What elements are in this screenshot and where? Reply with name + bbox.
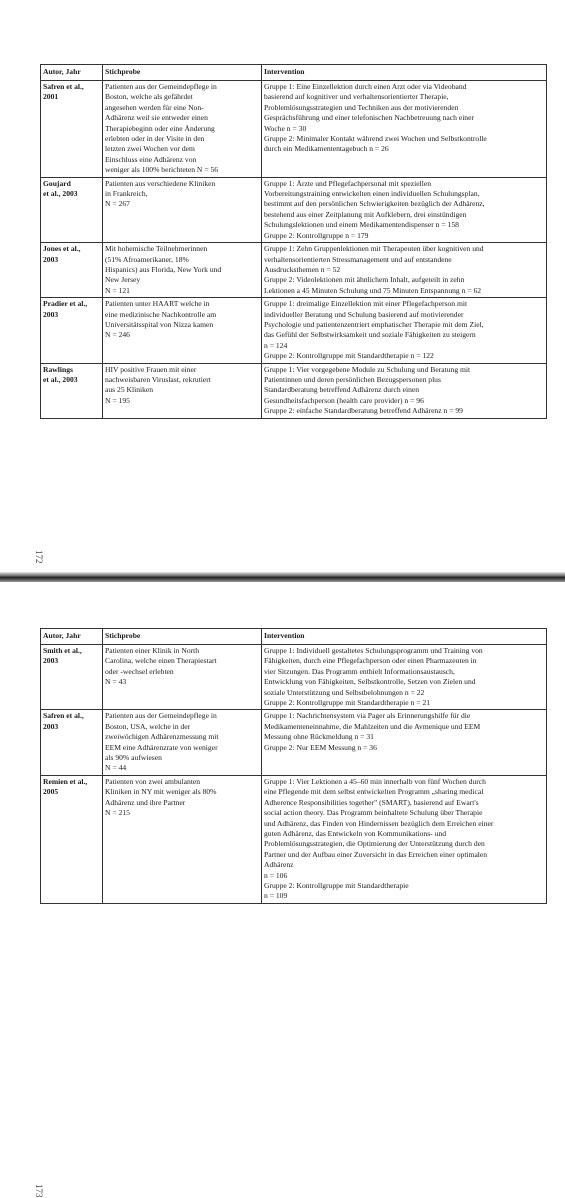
author-cell-line: 2005 xyxy=(43,787,59,797)
intervention-cell-line: individueller Beratung und Schulung basierend auf motivierender xyxy=(264,309,464,319)
intervention-cell-line: Lektionen a 45 Minuten Schulung und 75 Minuten Entspannung n = 62 xyxy=(264,285,482,295)
sample-cell-line: erlebten oder in der Visite in den xyxy=(105,134,205,144)
intervention-cell-line: Problemlösungsstrategien und Techniken aus der motivierenden xyxy=(264,102,459,112)
sample-cell-line: Patienten einer Klinik in North xyxy=(105,646,200,655)
author-cell-line: Goujard xyxy=(43,178,71,188)
page-number-bottom: 173 xyxy=(34,1184,44,1198)
intervention-cell-line: basierend auf kognitiver und verhaltensorientierter Therapie, xyxy=(264,92,449,102)
intervention-cell-line: Messung ohne Rückmeldung n = 31 xyxy=(264,732,374,742)
intervention-cell xyxy=(262,363,547,418)
sample-cell-line: Adhärenz weil sie entweder einen xyxy=(105,113,208,123)
intervention-cell-line: Psychologie und patientenzentriert emphatischer Therapie mit dem Ziel, xyxy=(264,319,484,329)
sample-cell-line: Hispanics) aus Florida, New York und xyxy=(105,264,222,274)
intervention-cell-line: Partner und der Aufbau einer Zuversicht in das Erreichen einer optimalen xyxy=(264,849,488,859)
intervention-cell-line: soziale Unterstützung und Selbstbelohnungen n = 22 xyxy=(264,687,425,697)
author-cell-line: Safren et al., xyxy=(43,711,84,721)
intervention-cell-line: social action theory. Das Programm beinhaltete Schulung über Therapie xyxy=(264,808,483,818)
sample-cell xyxy=(103,710,262,775)
author-cell-line: Jones et al., xyxy=(43,244,81,254)
sample-cell-line: N = 44 xyxy=(105,763,127,773)
document-page-bottom xyxy=(0,590,565,1198)
sample-cell-line: N = 246 xyxy=(105,330,130,340)
author-cell xyxy=(41,710,103,775)
sample-cell xyxy=(103,81,262,178)
sample-cell-line: (51% Afroamerikaner, 18% xyxy=(105,254,189,264)
intervention-cell-line: Gruppe 1: Nachrichtensystem via Pager als Erinnerungshilfe für die xyxy=(264,711,471,721)
intervention-cell-line: bestimmt auf den persönlichen Schwierigkeiten bezüglich der Adhärenz, xyxy=(264,199,485,209)
sample-cell-line: Boston, USA, welche in der xyxy=(105,721,191,731)
intervention-cell-line: Gruppe 2: Kontrollgruppe mit Standardtherapie n = 21 xyxy=(264,698,431,708)
intervention-cell-line: n = 124 xyxy=(264,340,288,350)
intervention-cell-line: Gruppe 1: Vier vorgegebene Module zu Schulung und Beratung mit xyxy=(264,364,471,374)
sample-cell-line: in Frankreich, xyxy=(105,189,148,199)
sample-cell-line: N = 195 xyxy=(105,395,130,405)
sample-cell xyxy=(103,645,262,710)
intervention-cell-line: Gruppe 2: Minimaler Kontakt während zwei Wochen und Selbstkontrolle xyxy=(264,134,487,144)
author-cell-line: 2003 xyxy=(43,656,59,666)
sample-cell xyxy=(103,363,262,418)
author-cell xyxy=(41,177,103,242)
sample-cell-line: eine medizinische Nachkontrolle am xyxy=(105,309,217,319)
author-cell-line: 2001 xyxy=(43,92,59,102)
sample-cell-line: zweiwöchigen Adhärenzmessung mit xyxy=(105,732,219,742)
table-row xyxy=(41,81,547,178)
sample-cell-line: Mit hohemische Teilnehmerinnen xyxy=(105,244,208,254)
table-body-bottom xyxy=(41,645,547,904)
sample-cell-line: aus 25 Kliniken xyxy=(105,385,154,395)
intervention-cell-line: vier Sitzungen. Das Programm enthielt Informationsaustausch, xyxy=(264,666,455,676)
intervention-cell-line: Gruppe 2: Nur EEM Messung n = 36 xyxy=(264,742,377,752)
intervention-cell-line: Gruppe 2: Kontrollgruppe mit Standardtherapie xyxy=(264,880,409,890)
intervention-cell-line: Gruppe 1: dreimalige Einzellektion mit einer Pflegefachperson mit xyxy=(264,299,468,309)
intervention-cell xyxy=(262,645,547,710)
author-cell-line: Remien et al., xyxy=(43,776,88,786)
sample-cell-line: Patienten unter HAART welche in xyxy=(105,299,210,309)
author-cell-line: et al., 2003 xyxy=(43,189,78,199)
table-row xyxy=(41,243,547,298)
intervention-cell-line: Gruppe 2: einfache Standardberatung betreffend Adhärenz n = 99 xyxy=(264,406,463,416)
page-number-top: 172 xyxy=(34,550,44,564)
sample-cell-line: N = 43 xyxy=(105,677,127,687)
table-body-top xyxy=(41,81,547,419)
author-cell xyxy=(41,298,103,363)
intervention-cell-line: verhaltensorientierten Stressmanagement und auf entstandene xyxy=(264,254,452,264)
sample-cell xyxy=(103,243,262,298)
intervention-cell xyxy=(262,710,547,775)
intervention-cell xyxy=(262,775,547,903)
sample-cell-line: letzten zwei Wochen vor dem xyxy=(105,144,195,154)
sample-cell-line: Universitätsspital von Nizza kamen xyxy=(105,319,214,329)
author-cell-line: Rawlings xyxy=(43,364,73,374)
header-author-year: Autor, Jahr xyxy=(41,65,103,81)
header-sample: Stichprobe xyxy=(103,629,262,645)
sample-cell-line: HIV positive Frauen mit einer xyxy=(105,364,197,374)
sample-cell-line: Carolina, welche einen Therapiestart xyxy=(105,656,217,666)
sample-cell-line: N = 267 xyxy=(105,199,130,209)
intervention-cell-line: Gesundheitsfachperson (health care provider) n = 96 xyxy=(264,395,424,405)
intervention-cell-line: Standardberatung betreffend Adhärenz durch einen xyxy=(264,385,420,395)
author-cell xyxy=(41,81,103,178)
intervention-cell xyxy=(262,298,547,363)
header-intervention: Intervention xyxy=(262,629,547,645)
sample-cell-line: New Jersey xyxy=(105,275,141,285)
sample-cell xyxy=(103,177,262,242)
header-author-year: Autor, Jahr xyxy=(41,629,103,645)
page-gutter xyxy=(0,572,565,582)
intervention-cell-line: n = 106 xyxy=(264,870,288,880)
sample-cell-line: N = 121 xyxy=(105,285,130,295)
intervention-cell-line: das Gefühl der Selbstwirksamkeit und soziale Fähigkeiten zu steigern xyxy=(264,330,476,340)
sample-cell-line: N = 215 xyxy=(105,808,130,818)
sample-cell xyxy=(103,775,262,903)
sample-cell-line: weniger als 100% berichteten N = 56 xyxy=(105,165,219,175)
sample-cell-line: Einschluss eine Adhärenz von xyxy=(105,154,197,164)
author-cell-line: Pradier et al., xyxy=(43,299,88,309)
intervention-cell-line: Gruppe 1: Eine Einzellektion durch einen Arzt oder via Videoband xyxy=(264,82,467,91)
intervention-cell xyxy=(262,81,547,178)
study-table-top xyxy=(40,64,547,419)
table-header-row xyxy=(41,65,547,81)
intervention-cell-line: Vorbereitungstraining entwickelten einen individuellen Schulungsplan, xyxy=(264,189,480,199)
document-page-top xyxy=(0,0,565,564)
intervention-cell-line: Gruppe 1: Ärzte und Pflegefachpersonal mit speziellen xyxy=(264,178,432,188)
author-cell xyxy=(41,363,103,418)
table-row xyxy=(41,710,547,775)
intervention-cell-line: Problemlösungsstrategien, die Optimierung der Unterstützung durch den xyxy=(264,839,485,849)
sample-cell-line: Patienten aus der Gemeindepflege in xyxy=(105,711,217,721)
intervention-cell-line: Fähigkeiten, durch eine Pflegefachperson oder einen Pharmazeuten in xyxy=(264,656,477,666)
intervention-cell-line: n = 109 xyxy=(264,891,288,901)
author-cell-line: 2003 xyxy=(43,254,59,264)
sample-cell xyxy=(103,298,262,363)
intervention-cell-line: guten Adhärenz, das Entwickeln von Kommunikations- und xyxy=(264,828,447,838)
intervention-cell-line: Ausdrucksthemen n = 52 xyxy=(264,264,341,274)
sample-cell-line: Adhärenz und ihre Partner xyxy=(105,797,186,807)
author-cell-line: 2003 xyxy=(43,721,59,731)
author-cell-line: et al., 2003 xyxy=(43,374,78,384)
intervention-cell-line: durch ein Medikamententagebuch n = 26 xyxy=(264,144,389,154)
sample-cell-line: oder -wechsel erlebten xyxy=(105,666,174,676)
intervention-cell-line: Gruppe 2: Kontrollgruppe n = 179 xyxy=(264,230,369,240)
sample-cell-line: Kliniken in NY mit weniger als 80% xyxy=(105,787,217,797)
table-row xyxy=(41,177,547,242)
intervention-cell-line: Gruppe 2: Kontrollgruppe mit Standardtherapie n = 122 xyxy=(264,351,434,361)
intervention-cell-line: Adhärenz xyxy=(264,860,294,870)
author-cell xyxy=(41,243,103,298)
intervention-cell-line: Medikamenteneinnahme, die Mahlzeiten und die Avmenique und EEM xyxy=(264,721,481,731)
intervention-cell-line: Gruppe 1: Individuell gestaltetes Schulungsprogramm und Training von xyxy=(264,646,483,655)
table-row xyxy=(41,298,547,363)
intervention-cell-line: Gruppe 1: Vier Lektionen a 45–60 min innerhalb von fünf Wochen durch xyxy=(264,776,486,786)
author-cell-line: 2003 xyxy=(43,309,59,319)
sample-cell-line: Boston, welche als gefährdet xyxy=(105,92,193,102)
intervention-cell-line: bestehend aus einer Zeitplanung mit Aufklebern, drei einstündigen xyxy=(264,209,467,219)
intervention-cell-line: Adherence Responsibilities together" (SMART), basierend auf Ewart's xyxy=(264,797,479,807)
author-cell-line: Safren et al., xyxy=(43,82,84,91)
table-header-row xyxy=(41,629,547,645)
intervention-cell-line: und Adhärenz, das Finden von Hindernissen bezüglich dem Erreichen einer xyxy=(264,818,494,828)
author-cell xyxy=(41,775,103,903)
intervention-cell xyxy=(262,177,547,242)
intervention-cell-line: Entwicklung von Fähigkeiten, Selbstkontrolle, Setzen von Zielen und xyxy=(264,677,476,687)
author-cell xyxy=(41,645,103,710)
header-sample: Stichprobe xyxy=(103,65,262,81)
sample-cell-line: nachweisbaren Viruslast, rekrutiert xyxy=(105,374,211,384)
table-row xyxy=(41,645,547,710)
intervention-cell-line: Gesprächsführung und einer telefonischen Nachbetreuung nach einer xyxy=(264,113,475,123)
intervention-cell-line: Gruppe 2: Videolektionen mit ähnlichem Inhalt, aufgeteilt in zehn xyxy=(264,275,465,285)
intervention-cell-line: Patientinnen und deren persönlichen Bezugspersonen plus xyxy=(264,374,441,384)
intervention-cell-line: Schulungslektionen und einem Medikamentendispenser n = 158 xyxy=(264,220,459,230)
intervention-cell-line: eine Pflegende mit dem selbst entwickelten Programm „sharing medical xyxy=(264,787,484,797)
author-cell-line: Smith et al., xyxy=(43,646,82,655)
study-table-bottom xyxy=(40,628,547,904)
header-intervention: Intervention xyxy=(262,65,547,81)
sample-cell-line: angesehen werden für eine Non- xyxy=(105,102,204,112)
sample-cell-line: Patienten aus der Gemeindepflege in xyxy=(105,82,217,91)
intervention-cell-line: Gruppe 1: Zehn Gruppenlektionen mit Therapeuten über kognitiven und xyxy=(264,244,484,254)
table-row xyxy=(41,775,547,903)
sample-cell-line: als 90% aufwiesen xyxy=(105,753,162,763)
sample-cell-line: Patienten von zwei ambulanten xyxy=(105,776,201,786)
table-row xyxy=(41,363,547,418)
sample-cell-line: EEM eine Adhärenzrate von weniger xyxy=(105,742,218,752)
intervention-cell xyxy=(262,243,547,298)
sample-cell-line: Patienten aus verschiedene Kliniken xyxy=(105,178,216,188)
sample-cell-line: Therapiebeginn oder eine Änderung xyxy=(105,123,215,133)
intervention-cell-line: Woche n = 30 xyxy=(264,123,307,133)
